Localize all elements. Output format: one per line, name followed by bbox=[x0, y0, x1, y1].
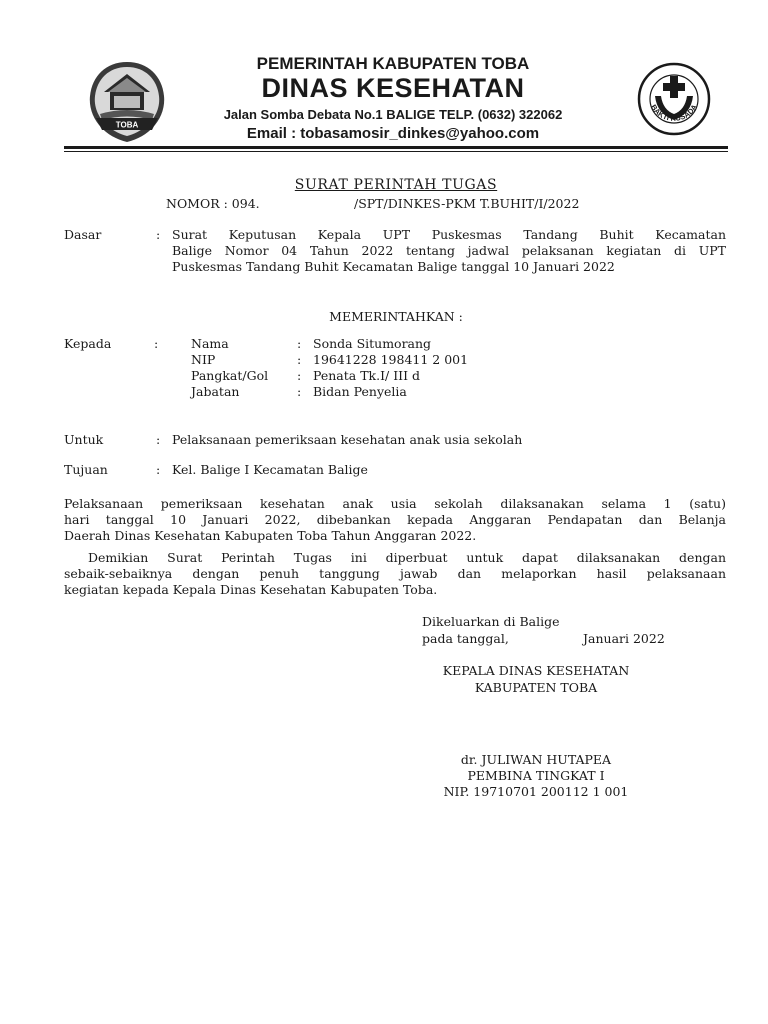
field-colon-pangkat: : bbox=[297, 368, 302, 383]
tujuan-label: Tujuan bbox=[64, 462, 108, 477]
signatory-rank: PEMBINA TINGKAT I bbox=[467, 768, 605, 783]
field-value-nama: Sonda Situmorang bbox=[313, 336, 432, 351]
doc-title: SURAT PERINTAH TUGAS bbox=[294, 177, 498, 193]
field-label-nama: Nama bbox=[191, 336, 229, 351]
toba-emblem-label: TOBA bbox=[115, 120, 139, 130]
field-colon-jabatan: : bbox=[297, 384, 302, 399]
untuk-label: Untuk bbox=[64, 432, 104, 447]
dasar-line-3: Puskesmas Tandang Buhit Kecamatan Balige tanggal 10 Januari 2022 bbox=[172, 259, 615, 274]
signatory-nip: NIP. 19710701 200112 1 001 bbox=[443, 784, 629, 799]
paragraph-1-line-1: Pelaksanaan pemeriksaan kesehatan anak usia sekolah dilaksanakan selama 1 (satu) bbox=[64, 496, 726, 511]
letterhead-address: Jalan Somba Debata No.1 BALIGE TELP. (0632) 322062 bbox=[223, 107, 563, 122]
field-value-pangkat: Penata Tk.I/ III d bbox=[313, 368, 420, 383]
letterhead-rule-thin bbox=[64, 151, 728, 152]
paragraph-1-line-2: hari tanggal 10 Januari 2022, dibebankan kepada Anggaran Pendapatan dan Belanja bbox=[64, 512, 726, 527]
kepada-label: Kepada bbox=[64, 336, 112, 351]
letterhead-government: PEMERINTAH KABUPATEN TOBA bbox=[256, 54, 530, 73]
dasar-label: Dasar bbox=[64, 227, 102, 242]
paragraph-1-line-3: Daerah Dinas Kesehatan Kabupaten Toba Tahun Anggaran 2022. bbox=[64, 528, 477, 543]
bakti-husada-logo bbox=[637, 62, 711, 136]
bakti-husada-label: BAKTI HUSADA bbox=[648, 102, 700, 123]
dasar-line-1: Surat Keputusan Kepala UPT Puskesmas Tandang Buhit Kecamatan bbox=[172, 227, 726, 242]
paragraph-2-line-1: Demikian Surat Perintah Tugas ini diperbuat untuk dapat dilaksanakan dengan bbox=[88, 550, 726, 565]
signatory-position-1: KEPALA DINAS KESEHATAN bbox=[442, 663, 630, 678]
issued-date-value: Januari 2022 bbox=[583, 631, 665, 646]
letterhead-agency: DINAS KESEHATAN bbox=[261, 73, 525, 103]
issued-date-label: pada tanggal, bbox=[422, 631, 509, 646]
field-label-nip: NIP bbox=[191, 352, 216, 367]
field-label-jabatan: Jabatan bbox=[191, 384, 240, 399]
field-colon-nip: : bbox=[297, 352, 302, 367]
dasar-colon: : bbox=[156, 227, 161, 242]
untuk-colon: : bbox=[156, 432, 161, 447]
doc-number-label: NOMOR : 094. bbox=[166, 196, 260, 211]
issued-place: Dikeluarkan di Balige bbox=[422, 614, 560, 629]
paragraph-2-line-2: sebaik-sebaiknya dengan penuh tanggung jawab dan melaporkan hasil pelaksanaan bbox=[64, 566, 726, 581]
untuk-value: Pelaksanaan pemeriksaan kesehatan anak usia sekolah bbox=[172, 432, 523, 447]
letterhead-email: Email : tobasamosir_dinkes@yahoo.com bbox=[246, 125, 540, 142]
kepada-colon: : bbox=[154, 336, 159, 351]
paragraph-2-line-3: kegiatan kepada Kepala Dinas Kesehatan Kabupaten Toba. bbox=[64, 582, 438, 597]
svg-text:BAKTI HUSADA bbox=[649, 102, 699, 123]
tujuan-value: Kel. Balige I Kecamatan Balige bbox=[172, 462, 368, 477]
field-value-nip: 19641228 198411 2 001 bbox=[313, 352, 469, 367]
field-label-pangkat: Pangkat/Gol bbox=[191, 368, 269, 383]
memerintahkan-heading: MEMERINTAHKAN : bbox=[329, 309, 463, 324]
signatory-position-2: KABUPATEN TOBA bbox=[474, 680, 598, 695]
tujuan-colon: : bbox=[156, 462, 161, 477]
dasar-line-2: Balige Nomor 04 Tahun 2022 tentang jadwal pelaksanan kegiatan di UPT bbox=[172, 243, 726, 258]
field-value-jabatan: Bidan Penyelia bbox=[313, 384, 407, 399]
signatory-name: dr. JULIWAN HUTAPEA bbox=[460, 752, 612, 767]
toba-regency-emblem bbox=[86, 58, 168, 144]
doc-number-suffix: /SPT/DINKES-PKM T.BUHIT/I/2022 bbox=[354, 196, 580, 211]
field-colon-nama: : bbox=[297, 336, 302, 351]
letterhead-rule-thick bbox=[64, 146, 728, 149]
